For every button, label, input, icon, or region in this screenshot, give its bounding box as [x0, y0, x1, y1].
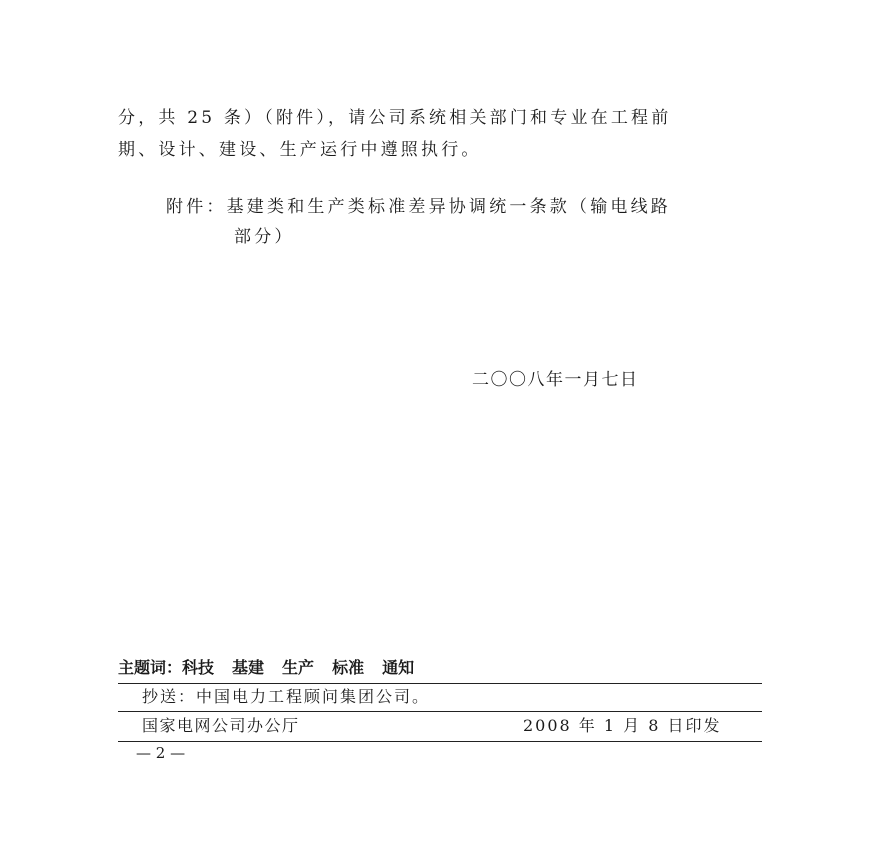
attachment-line-continuation: 部分） [234, 227, 295, 247]
subject-keyword: 生产 [282, 658, 315, 677]
divider-line [118, 711, 762, 712]
page-number: — 2 — [136, 744, 186, 762]
issuing-office: 国家电网公司办公厅 [142, 716, 300, 735]
signing-date: 二〇〇八年一月七日 [472, 370, 639, 390]
attachment-line: 附件：基建类和生产类标准差异协调统一条款（输电线路 [166, 197, 671, 217]
subject-keyword: 通知 [382, 658, 415, 677]
subject-keyword: 科技 [182, 658, 215, 677]
subject-keywords-line [118, 657, 432, 679]
cc-line: 抄送：中国电力工程顾问集团公司。 [142, 687, 431, 706]
subject-keyword: 标准 [332, 658, 365, 677]
divider-line [118, 741, 762, 742]
print-date: 2008 年 1 月 8 日印发 [523, 716, 722, 735]
subject-label: 主题词： [118, 658, 183, 677]
divider-line [118, 683, 762, 684]
body-text-line-2: 期、设计、建设、生产运行中遵照执行。 [118, 140, 482, 160]
body-text-line-1: 分，共 25 条）（附件），请公司系统相关部门和专业在工程前 [118, 108, 672, 128]
subject-keyword: 基建 [232, 658, 265, 677]
